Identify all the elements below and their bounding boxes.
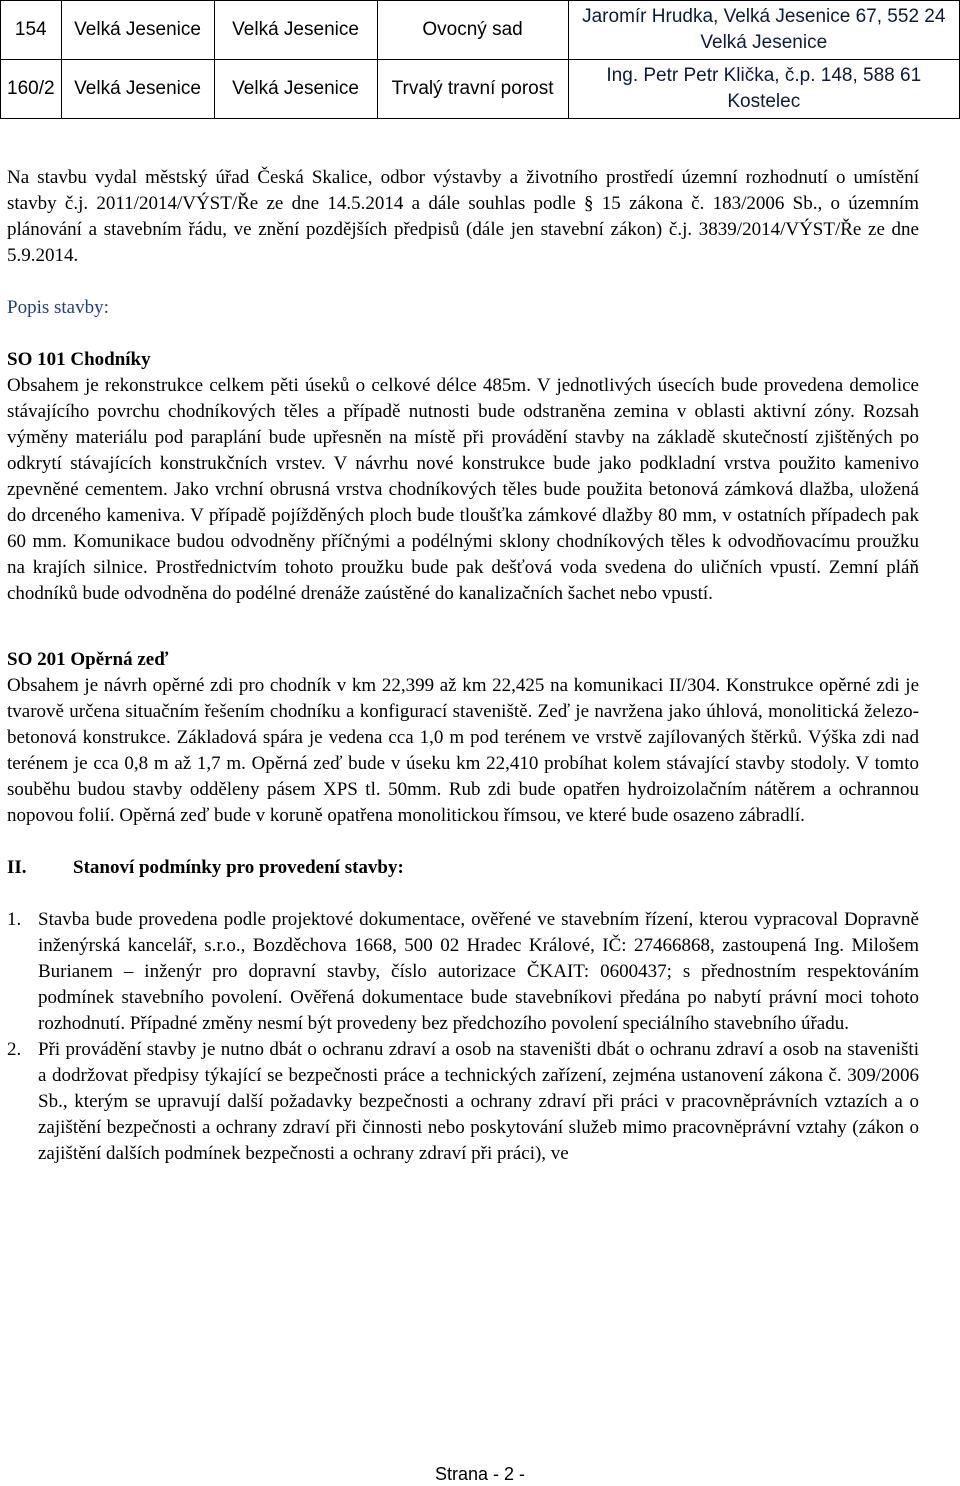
land-type-cell: Ovocný sad xyxy=(377,1,568,60)
list-item-number: 2. xyxy=(7,1039,22,1060)
owner-cell: Jaromír Hrudka, Velká Jesenice 67, 552 24 Velká Jesenice xyxy=(568,1,959,60)
so201-title: SO 201 Opěrná zeď xyxy=(7,649,169,670)
so201-text: Obsahem je návrh opěrné zdi pro chodník v km 22,399 až km 22,425 na komunikaci II/304. Konstrukce opěrné zdi je tvarově určena situačním řešením chodníku a konfigurací staveniště. Zeď je navržena jako úhlová, monolitická železo-betonová konstrukce. Základová spára je vedena cca 1,0 m pod terénem ve vrstvě zajílovaných štěrků. Výška zdi nad terénem je cca 0,8 m až 1,7 m. Opěrná zeď bude v úseku km 22,410 probíhat kolem stávající stavby stodoly. V tomto souběhu budou stavby odděleny pásem XPS tl. 50mm. Rub zdi bude opatřen hydroizolačním nátěrem a ochrannou nopovou folií. Opěrná zeď bude v koruně opatřena monolitickou římsou, ve které bude osazeno zábradlí. xyxy=(7,675,919,826)
so101-title: SO 101 Chodníky xyxy=(7,349,151,370)
popis-heading: Popis stavby: xyxy=(7,297,109,318)
intro-paragraph: Na stavbu vydal městský úřad Česká Skalice, odbor výstavby a životního prostředí územní rozhodnutí o umístění stavby č.j. 2011/2014/VÝST/Ře ze dne 14.5.2014 a dále souhlas podle § 15 zákona č. 183/2006 Sb., o územním plánování a stavebním řádu, ve znění pozdějších předpisů (dále jen stavební zákon) č.j. 3839/2014/VÝST/Ře ze dne 5.9.2014. xyxy=(7,167,919,266)
list-item-number: 1. xyxy=(7,909,22,930)
list-item-text: Stavba bude provedena podle projektové dokumentace, ověřené ve stavebním řízení, kterou vypracoval Dopravně inženýrská kancelář, s.r.o., Bozděchova 1668, 500 02 Hradec Králové, IČ: 27466868, zastoupená Ing. Milošem Burianem – inženýr pro dopravní stavby, číslo autorizace ČKAIT: 0600437; s přednostním respektováním podmínek stavebního povolení. Ověřená dokumentace bude stavebníkovi předána po nabytí právní moci tohoto rozhodnutí. Případné změny nesmí být provedeny bez předchozího povolení speciálního stavebního úřadu. xyxy=(38,909,919,1034)
conditions-list xyxy=(7,907,919,1167)
municipality-cell: Velká Jesenice xyxy=(214,60,377,119)
municipality-cell: Velká Jesenice xyxy=(214,1,377,60)
list-item xyxy=(7,1037,919,1167)
so101-text: Obsahem je rekonstrukce celkem pěti úseků o celkové délce 485m. V jednotlivých úsecích bude provedena demolice stávajícího povrchu chodníkových těles a případě nutnosti bude odstraněna zemina v oblasti aktivní zóny. Rozsah výměny materiálu pod paraplání bude upřesněn na místě při provádění stavby na základě skutečností zjištěných po odkrytí stávajících konstrukčních vrstev. V návrhu nové konstrukce bude jako podkladní vrstva použito kamenivo zpevněné cementem. Jako vrchní obrusná vrstva chodníkových těles bude použita betonová zámková dlažba, uložená do drceného kameniva. V případě pojížděných ploch bude tloušťka zámkové dlažby 80 mm, v ostatních případech pak 60 mm. Komunikace budou odvodněny příčnými a podélnými sklony chodníkových těles k odvodňovacímu proužku na krajích silnice. Prostřednictvím tohoto proužku bude pak dešťová voda svedena do uličních vpustí. Zemní pláň chodníků bude odvodněna do podélné drenáže zaústěné do kanalizačních šachet nebo vpustí. xyxy=(7,375,919,604)
section-heading xyxy=(7,855,919,881)
cadastral-area-cell: Velká Jesenice xyxy=(61,60,214,119)
owner-cell: Ing. Petr Petr Klička, č.p. 148, 588 61 Kostelec xyxy=(568,60,959,119)
parcel-table xyxy=(0,0,960,119)
document-body xyxy=(7,165,919,1167)
parcel-number-cell: 160/2 xyxy=(1,60,62,119)
page-footer: Strana - 2 - xyxy=(434,1464,526,1484)
cadastral-area-cell: Velká Jesenice xyxy=(61,1,214,60)
list-item-text: Při provádění stavby je nutno dbát o ochranu zdraví a osob na staveništi dbát o ochranu zdraví a osob na staveništi a dodržovat předpisy týkající se bezpečnosti práce a technických zařízení, zejména ustanovení zákona č. 309/2006 Sb., kterým se upravují další požadavky bezpečnosti a ochrany zdraví při práci v pracovněprávních vztazích a o zajištění bezpečnosti a ochrany zdraví při činnosti nebo poskytování služeb mimo pracovněprávní vztahy (zákon o zajištění dalších podmínek bezpečnosti a ochrany zdraví při práci), ve xyxy=(38,1039,919,1164)
section-title: Stanoví podmínky pro provedení stavby: xyxy=(73,857,404,878)
table-row xyxy=(1,1,960,60)
land-type-cell: Trvalý travní porost xyxy=(377,60,568,119)
table-row xyxy=(1,60,960,119)
list-item xyxy=(7,907,919,1037)
section-number: II. xyxy=(7,857,27,878)
parcel-number-cell: 154 xyxy=(1,1,62,60)
